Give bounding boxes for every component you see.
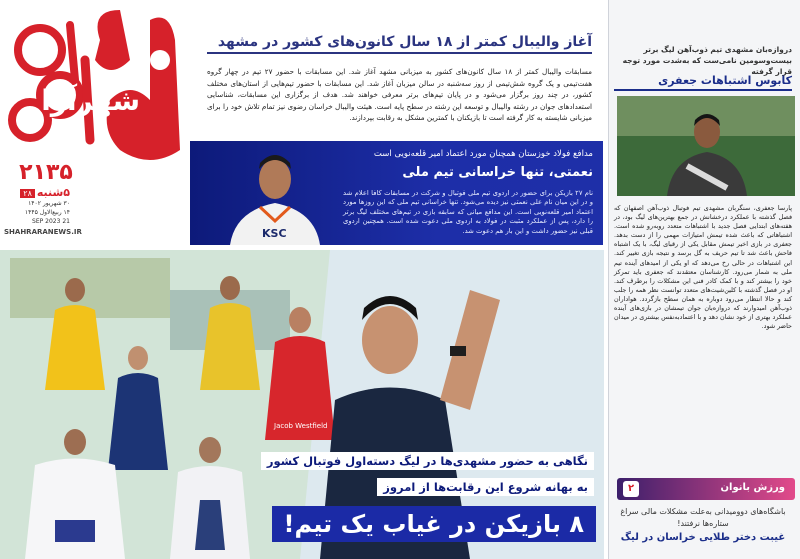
athletics-title[interactable]: غیبت دختر طلایی خراسان در لیگ [620,532,786,543]
shahrara-logo [0,0,200,170]
athletics-kicker: باشگاه‌های دوومیدانی به‌علت مشکلات مالی سراغ ستاره‌ها نرفتند! [620,507,786,528]
issue-number: ۲۱۳۵ [19,160,73,185]
sponsor-text: Jacob Westfield [274,422,328,430]
nemati-article [190,141,603,245]
feature-caption-1: نگاهی به حضور مشهدی‌ها در لیگ دسته‌اول فوتبال کشور [261,452,594,470]
jafari-photo [617,96,795,196]
jafari-title[interactable]: کابوس اشتباهات جعفری [614,74,792,91]
main-feature [0,250,604,559]
day-badge: ۲۸ [20,189,35,198]
date-qamari: ۱۴ ربیع‌الاول ۱۴۴۵ [24,209,70,216]
top-article-title[interactable]: آغاز والیبال کمتر از ۱۸ سال کانون‌های کشور در مشهد [207,34,592,54]
logo-text: شهرآرا [41,84,140,117]
right-column [608,0,800,559]
jafari-kicker: دروازه‌بان مشهدی تیم ذوب‌آهن لیگ برتر بیست‌وسومین نامی‌ست که به‌شدت مورد توجه قرار گرفته [622,45,792,76]
nemati-title[interactable]: نعمتی، تنها خراسانی تیم ملی [402,165,593,180]
top-article-body: مسابقات والیبال کمتر از ۱۸ سال کانون‌های کشور به میزبانی مشهد آغاز شد. این مسابقات با حضور ۲۷ تیم در چهار گروه هفت‌تیمی و یک گروه شش‌تیمی از روز سه‌شنبه در سالن میزبان آغاز شد. این مسابقات با حضور تیم‌هایی از استان‌های مختلف کشور، در چند روز برگزار می‌شود و در پایان تیم‌های برتر معرفی خواهند شد. هدف از برگزاری این مسابقات، شناسایی استعدادهای جوان در رشته والیبال و توسعه این رشته در سطح پایه است. هیئت والیبال خراسان رضوی نیز تمام تلاش خود را برای میزبانی شایسته به کار گرفته است تا بازیکنان با کمترین مشکل به رقابت بپردازند. [207,67,592,122]
website-link[interactable]: SHAHRARANEWS.IR [4,228,82,236]
masthead [0,0,200,248]
women-sports-label: ورزش بانوان [720,482,785,493]
feature-headline[interactable]: ۸ بازیکن در غیاب یک تیم! [272,506,596,542]
feature-caption-2: به بهانه شروع این رقابت‌ها از امروز [377,478,594,496]
weekday: ۵شنبه [36,186,70,199]
date-shamsi: ۳۰ شهریور ۱۴۰۲ [28,200,70,207]
section-icon: ۲ [623,481,639,497]
nemati-kicker: مدافع فولاد خوزستان همچنان مورد اعتماد امیر قلعه‌نویی است [373,149,593,159]
nemati-photo [220,141,330,245]
date-gregorian: 21 SEP 2023 [32,218,70,225]
jafari-body: پارسا جعفری، سنگربان مشهدی تیم فوتبال ذوب‌آهن اصفهان که فصل گذشته با عملکرد درخشانش در جمع بهترین‌های لیگ بود، در هفته‌های ابتدایی فصل جدید با اشتباهات متعدد روبه‌رو شده است. اشتباهاتی که باعث شده تیمش امتیازات مهمی را از دست بدهد. جعفری در بازی اخیر تیمش مقابل یکی از رقبای لیگ، با یک اشتباه فاحش باعث شد تا تیم حریف به گل برسد و نتیجه بازی تغییر کند. این اشتباهات در حالی رخ می‌دهد که او یکی از امیدهای آینده تیم ملی به شمار می‌رود. کارشناسان معتقدند که جعفری باید تمرکز خود را بیشتر کند و با کمک کادر فنی این مشکلات را برطرف کند. او در فصل گذشته با کلین‌شیت‌های متعدد توانست نظر همه را جلب کند و حالا انتظار می‌رود دوباره به همان سطح بازگردد. هواداران ذوب‌آهن امیدوارند که دروازه‌بان جوان تیمشان در بازی‌های آینده عملکرد بهتری از خود نشان دهد و با اعتمادبه‌نفس بیشتری در میدان حاضر شود. [614,204,792,331]
top-article [200,6,600,134]
date-box [6,188,70,226]
nemati-body: نام ۲۷ بازیکن برای حضور در اردوی تیم ملی فوتبال و شرکت در مسابقات کافا اعلام شد و در این میان نام علی نعمتی نیز دیده می‌شود. تنها خراسانی تیم ملی که این روزها مورد اعتماد امیر قلعه‌نویی است. این مدافع میانی که سابقه بازی در تیم‌های مختلف لیگ برتر را دارد، پس از عملکرد مثبت در فولاد به اردوی ملی دعوت شده است. همچنین اردوی قبلی نیز حضور داشت و این بار هم دعوت شد. [343,189,593,235]
women-sports-banner[interactable] [617,478,795,500]
shirt-sponsor: KSC [262,227,287,240]
